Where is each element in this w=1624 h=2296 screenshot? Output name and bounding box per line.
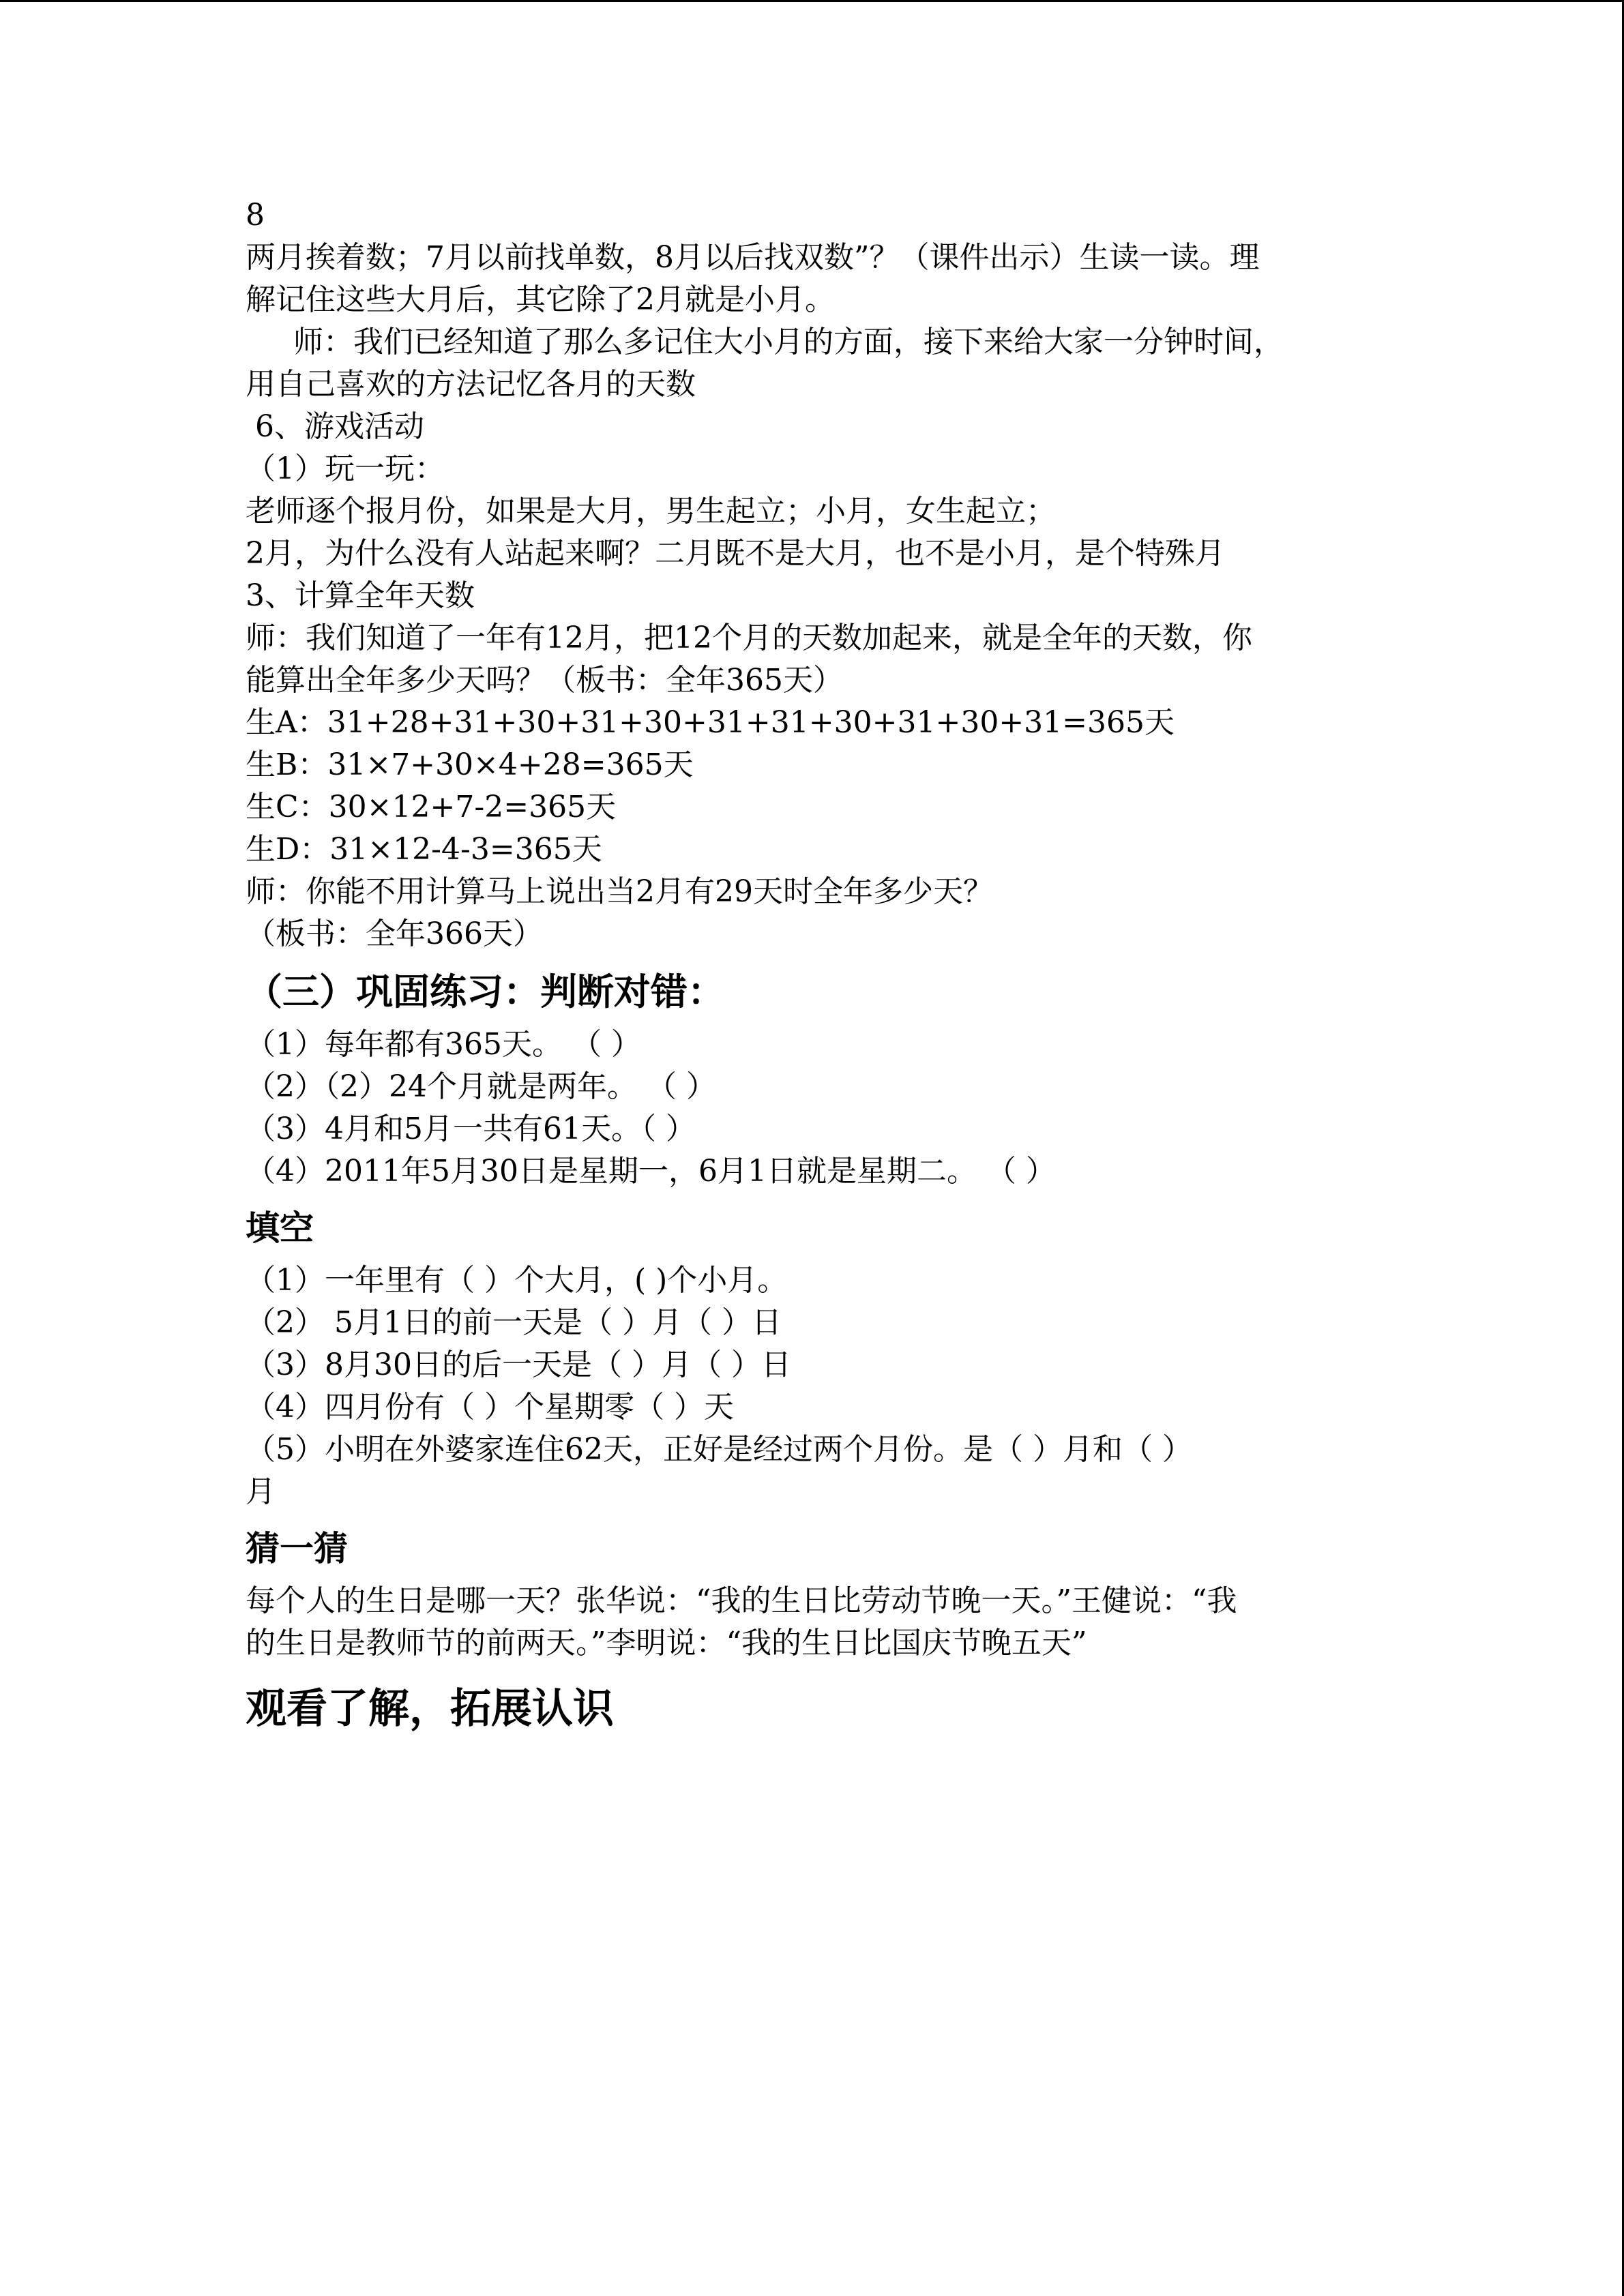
guess-line-1: 每个人的生日是哪一天？张华说：“我的生日比劳动节晚一天。”王健说：“我: [246, 1583, 1237, 1618]
fill-item-5: （5）小明在外婆家连住62天，正好是经过两个月份。是（ ）月和（ ）: [246, 1432, 1192, 1467]
calc-line-7: 师：你能不用计算马上说出当2月有29天时全年多少天？: [246, 874, 993, 909]
teacher-line-2: 用自己喜欢的方法记忆各月的天数: [246, 367, 696, 402]
intro-line-1: 两月挨着数；7月以前找单数，8月以后找双数”？（课件出示）生读一读。理: [246, 240, 1260, 275]
teacher-line-1: 师：我们已经知道了那么多记住大小月的方面，接下来给大家一分钟时间，: [293, 325, 1284, 359]
fill-heading: 填空: [246, 1208, 314, 1248]
page-top-border: [0, 0, 1624, 2]
game-title: 6、游戏活动: [255, 409, 424, 444]
calc-line-1: 师：我们知道了一年有12月，把12个月的天数加起来，就是全年的天数，你: [246, 621, 1252, 655]
judge-item-4: （4）2011年5月30日是星期一，6月1日就是星期二。 （ ）: [246, 1154, 1056, 1189]
calc-line-2: 能算出全年多少天吗？（板书：全年365天）: [246, 663, 843, 698]
judge-item-1: （1）每年都有365天。 （ ）: [246, 1027, 641, 1062]
document-body: [246, 194, 1381, 1740]
guess-heading: 猜一猜: [246, 1529, 348, 1568]
judge-item-3: （3）4月和5月一共有61天。（ ）: [246, 1112, 696, 1146]
calc-line-5: 生C：30×12+7-2=365天: [246, 790, 617, 824]
page-number: 8: [246, 198, 265, 233]
intro-line-2: 解记住这些大月后，其它除了2月就是小月。: [246, 282, 835, 317]
calc-line-8: （板书：全年366天）: [246, 916, 543, 951]
fill-item-3: （3）8月30日的后一天是（ ）月（ ）日: [246, 1347, 791, 1382]
judge-heading: （三）巩固练习：判断对错：: [246, 970, 724, 1013]
game-sub: （1）玩一玩：: [246, 451, 445, 486]
fill-item-1: （1）一年里有（ ）个大月，( )个小月。: [246, 1263, 788, 1298]
calc-title: 3、计算全年天数: [246, 578, 475, 613]
calc-line-3: 生A：31+28+31+30+31+30+31+31+30+31+30+31=365天: [246, 705, 1175, 740]
game-line-2: 2月，为什么没有人站起来啊？二月既不是大月，也不是小月，是个特殊月: [246, 536, 1225, 571]
calc-line-4: 生B：31×7+30×4+28=365天: [246, 747, 694, 782]
fill-item-4: （4）四月份有（ ）个星期零（ ）天: [246, 1390, 734, 1425]
game-line-1: 老师逐个报月份，如果是大月，男生起立；小月，女生起立；: [246, 494, 1056, 528]
guess-line-2: 的生日是教师节的前两天。”李明说：“我的生日比国庆节晚五天”: [246, 1626, 1087, 1660]
final-heading: 观看了解，拓展认识: [246, 1685, 614, 1733]
fill-item-2: （2） 5月1日的前一天是（ ）月（ ）日: [246, 1305, 782, 1340]
calc-line-6: 生D：31×12-4-3=365天: [246, 832, 602, 867]
fill-item-5-cont: 月: [246, 1474, 276, 1509]
judge-item-2: （2）（2）24个月就是两年。 （ ）: [246, 1069, 716, 1104]
